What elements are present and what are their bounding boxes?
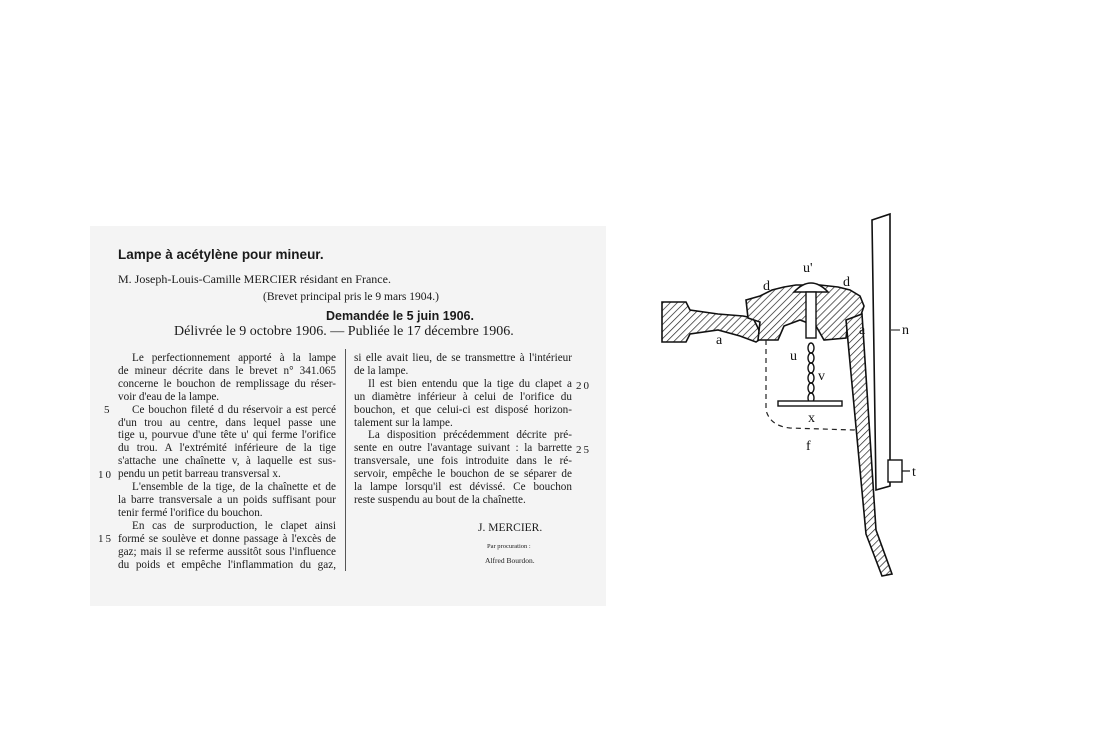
text-line: servoir, empêche le bouchon de se séparer de: [354, 468, 572, 481]
text-line: du poids et empêche l'inflammation du gaz,: [118, 558, 336, 571]
tube: [872, 214, 890, 490]
chain: [808, 343, 814, 403]
text-line: gaz; mais il se referme aussitôt sous l'influence: [118, 545, 336, 558]
text-line: Il est bien entendu que la tige du clapet a: [368, 377, 572, 390]
valve-stem: [806, 292, 816, 338]
text-line: concerne le bouchon de remplissage du réser-: [118, 377, 336, 390]
label-u-prime: u': [803, 261, 813, 276]
text-line: voir d'eau de la lampe.: [118, 390, 220, 403]
text-line: En cas de surproduction, le clapet ainsi: [132, 519, 336, 532]
label-a-left: a: [716, 333, 723, 348]
cross-bar: [778, 401, 842, 406]
text-line: tenir fermé l'orifice du bouchon.: [118, 506, 263, 519]
label-d-left: d: [763, 279, 770, 294]
text-column-right: [354, 352, 572, 507]
label-f: f: [806, 439, 811, 454]
text-line: Ce bouchon fileté d du réservoir a est percé: [132, 403, 336, 416]
signature-agent: Alfred Bourdon.: [485, 556, 535, 565]
text-line: de mineur décrite dans le brevet n° 341.065: [118, 364, 336, 377]
text-line: d'un trou au centre, dans lequel passe une: [118, 416, 336, 429]
text-line: la lampe lorsqu'il est dévissé. Ce bouchon: [354, 481, 572, 494]
label-u: u: [790, 349, 797, 364]
text-line: pendu un petit barreau transversal x.: [118, 468, 281, 481]
patent-drawing: [648, 190, 948, 600]
patent-delivery-line: Délivrée le 9 octobre 1906. — Publiée le 17 décembre 1906.: [174, 324, 514, 339]
text-line: sente en outre l'avantage suivant : la barrette: [354, 442, 572, 455]
text-line: si elle avait lieu, de se transmettre à l'intérieur: [354, 352, 572, 364]
clamp: [888, 460, 902, 482]
text-line: formé se soulève et donne passage à l'excès de: [118, 532, 336, 545]
text-line: bouchon, et que celui-ci est disposé horizon-: [354, 403, 572, 416]
column-divider: [345, 349, 346, 571]
text-line: s'attache une chaînette v, à laquelle est sus-: [118, 455, 336, 468]
line-number-25: 25: [576, 444, 591, 456]
patent-title: Lampe à acétylène pour mineur.: [118, 247, 324, 262]
text-line: Le perfectionnement apporté à la lampe: [132, 352, 336, 364]
patent-demande-date: Demandée le 5 juin 1906.: [326, 309, 474, 323]
text-line: talement sur la lampe.: [354, 416, 453, 429]
text-line: du trou. A l'extrémité inférieure de la tige: [118, 442, 336, 455]
line-number-5: 5: [104, 404, 112, 416]
label-a-right: a: [859, 323, 866, 338]
label-t: t: [912, 465, 916, 480]
signature-procuration: Par procuration :: [487, 543, 531, 550]
text-line: transversale, une fois introduite dans le ré-: [354, 455, 572, 468]
signature-name: J. MERCIER.: [478, 522, 543, 534]
line-number-15: 15: [98, 533, 113, 545]
label-v: v: [818, 369, 825, 384]
text-line: tige u, pourvue d'une tête u' qui ferme l'orifice: [118, 429, 336, 442]
text-line: reste suspendu au bout de la chaînette.: [354, 493, 526, 506]
text-column-left: [118, 352, 336, 571]
label-d-right: d: [843, 275, 850, 290]
text-line: La disposition précédemment décrite pré-: [368, 429, 572, 442]
text-line: de la lampe.: [354, 364, 409, 377]
text-line: un diamètre inférieur à celui de l'orifice du: [354, 390, 572, 403]
patent-author: M. Joseph-Louis-Camille MERCIER résidant en France.: [118, 272, 391, 286]
patent-brevet-note: (Brevet principal pris le 9 mars 1904.): [263, 291, 439, 303]
text-line: la barre transversale a un poids suffisant pour: [118, 493, 336, 506]
label-n: n: [902, 323, 909, 338]
line-number-10: 10: [98, 469, 113, 481]
label-x: x: [808, 411, 815, 426]
text-line: L'ensemble de la tige, de la chaînette et de: [132, 481, 336, 494]
line-number-20: 20: [576, 380, 591, 392]
